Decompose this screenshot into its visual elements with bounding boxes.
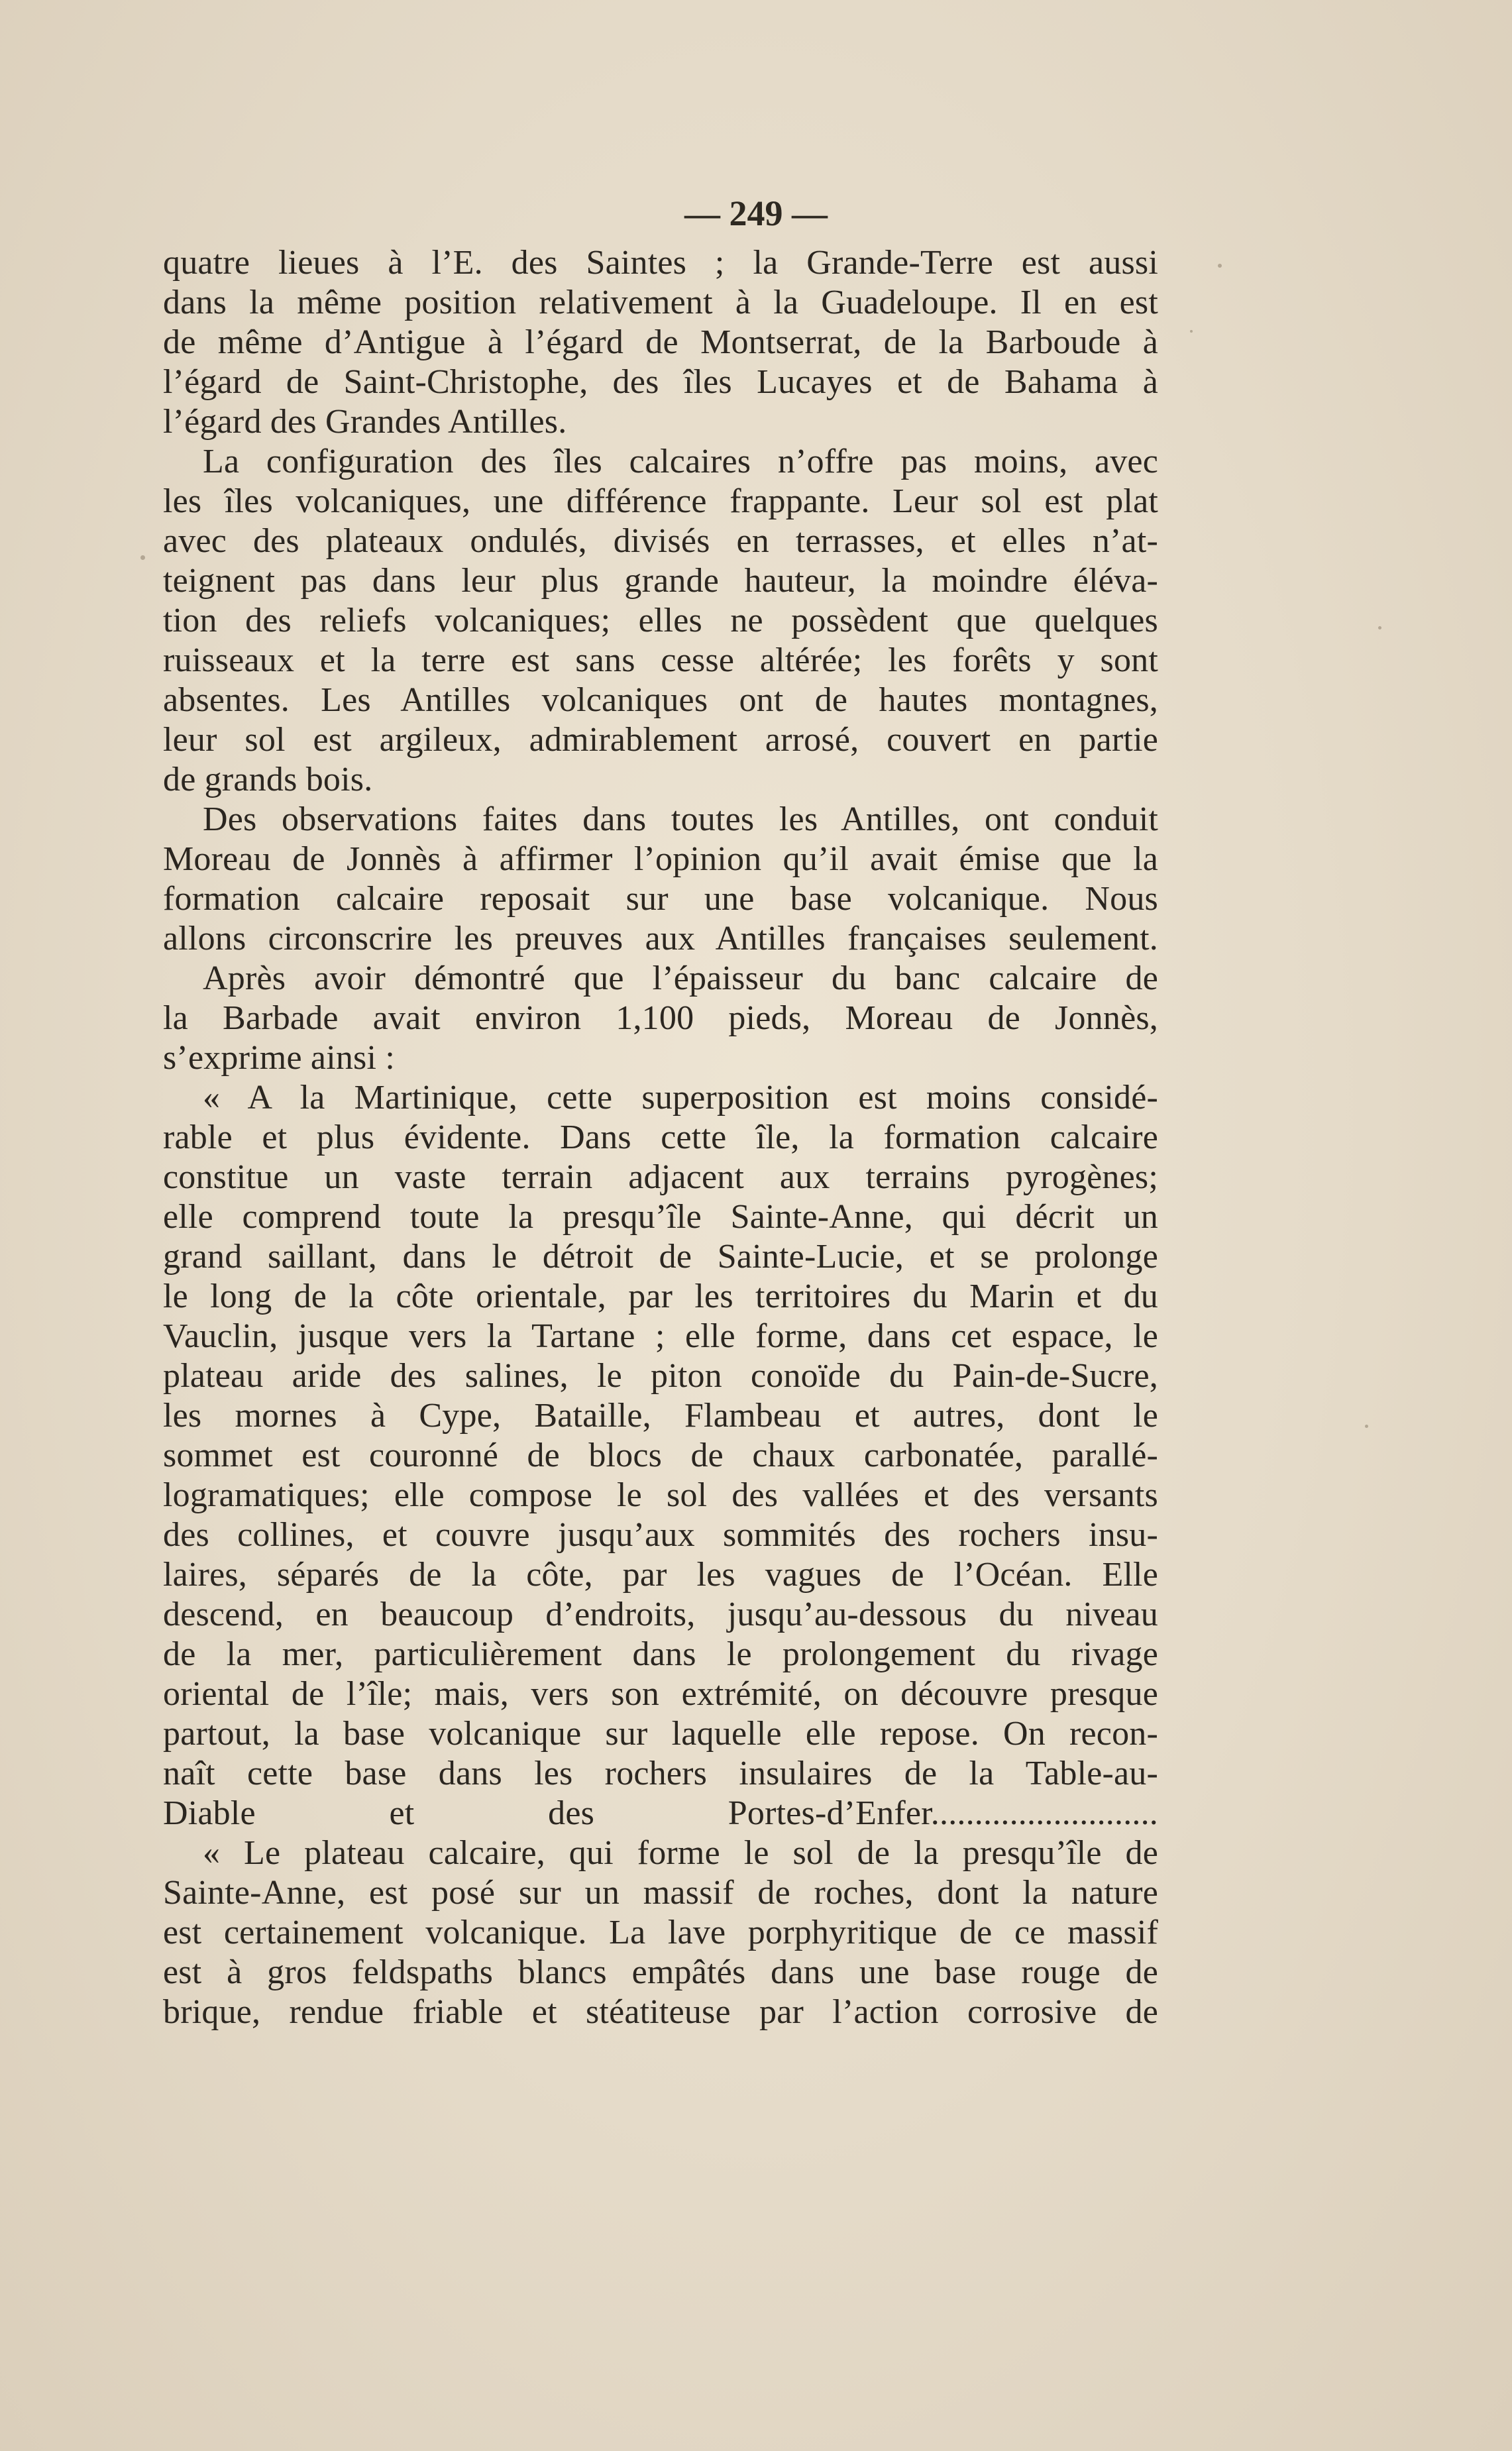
text-line: de grands bois. xyxy=(163,761,373,798)
paper-speck xyxy=(1218,264,1222,268)
text-line: Vauclin, jusque vers la Tartane ; elle forme, dans cet espace, le xyxy=(163,1317,1158,1355)
text-line: est certainement volcanique. La lave porphyritique de ce massif xyxy=(163,1914,1158,1951)
page-number: — 249 — xyxy=(684,193,828,233)
text-line: de même d’Antigue à l’égard de Montserrat, de la Barboude à xyxy=(163,323,1158,361)
text-line: plateau aride des salines, le piton conoïde du Pain-de-Sucre, xyxy=(163,1357,1158,1395)
text-line: teignent pas dans leur plus grande hauteur, la moindre éléva- xyxy=(163,562,1158,600)
text-line: grand saillant, dans le détroit de Sainte-Lucie, et se prolonge xyxy=(163,1238,1158,1276)
text-line: « Le plateau calcaire, qui forme le sol de la presqu’île de xyxy=(203,1834,1158,1872)
text-line: avec des plateaux ondulés, divisés en terrasses, et elles n’at- xyxy=(163,522,1158,560)
text-line: logramatiques; elle compose le sol des vallées et des versants xyxy=(163,1476,1158,1514)
text-line: constitue un vaste terrain adjacent aux terrains pyrogènes; xyxy=(163,1158,1158,1196)
text-line: Sainte-Anne, est posé sur un massif de roches, dont la nature xyxy=(163,1874,1158,1912)
text-line: leur sol est argileux, admirablement arrosé, couvert en partie xyxy=(163,721,1158,759)
text-line: tion des reliefs volcaniques; elles ne possèdent que quelques xyxy=(163,602,1158,639)
paper-speck xyxy=(140,555,145,560)
text-line: l’égard de Saint-Christophe, des îles Lucayes et de Bahama à xyxy=(163,363,1158,401)
text-line: le long de la côte orientale, par les territoires du Marin et du xyxy=(163,1278,1158,1315)
text-line: l’égard des Grandes Antilles. xyxy=(163,403,567,441)
text-line: les mornes à Cype, Bataille, Flambeau et autres, dont le xyxy=(163,1397,1158,1435)
body-text xyxy=(163,243,1158,2032)
text-line: rable et plus évidente. Dans cette île, la formation calcaire xyxy=(163,1118,1158,1156)
text-line: Des observations faites dans toutes les Antilles, ont conduit xyxy=(203,800,1158,838)
text-line: s’exprime ainsi : xyxy=(163,1039,395,1077)
text-line: sommet est couronné de blocs de chaux carbonatée, parallé- xyxy=(163,1437,1158,1474)
text-line: formation calcaire reposait sur une base volcanique. Nous xyxy=(163,880,1158,918)
text-line: elle comprend toute la presqu’île Sainte-Anne, qui décrit un xyxy=(163,1198,1158,1236)
text-line: partout, la base volcanique sur laquelle elle repose. On recon- xyxy=(163,1715,1158,1753)
text-line: naît cette base dans les rochers insulaires de la Table-au- xyxy=(163,1755,1158,1792)
text-line: quatre lieues à l’E. des Saintes ; la Grande-Terre est aussi xyxy=(163,244,1158,282)
paper-speck xyxy=(1190,330,1193,333)
text-line: dans la même position relativement à la Guadeloupe. Il en est xyxy=(163,284,1158,321)
text-line: Diable et des Portes-d’Enfer.......................... xyxy=(163,1794,1158,1832)
text-line: absentes. Les Antilles volcaniques ont de hautes montagnes, xyxy=(163,681,1158,719)
text-line: Moreau de Jonnès à affirmer l’opinion qu’il avait émise que la xyxy=(163,840,1158,878)
text-line: laires, séparés de la côte, par les vagues de l’Océan. Elle xyxy=(163,1556,1158,1594)
text-line: ruisseaux et la terre est sans cesse altérée; les forêts y sont xyxy=(163,641,1158,679)
text-line: brique, rendue friable et stéatiteuse par l’action corrosive de xyxy=(163,1993,1158,2031)
text-line: est à gros feldspaths blancs empâtés dans une base rouge de xyxy=(163,1953,1158,1991)
text-line: de la mer, particulièrement dans le prolongement du rivage xyxy=(163,1635,1158,1673)
paper-speck xyxy=(1378,626,1381,629)
text-line: « A la Martinique, cette superposition est moins considé- xyxy=(203,1079,1158,1117)
text-line: les îles volcaniques, une différence frappante. Leur sol est plat xyxy=(163,482,1158,520)
text-line: oriental de l’île; mais, vers son extrémité, on découvre presque xyxy=(163,1675,1158,1713)
text-line: allons circonscrire les preuves aux Antilles françaises seulement. xyxy=(163,920,1158,957)
text-line: la Barbade avait environ 1,100 pieds, Moreau de Jonnès, xyxy=(163,999,1158,1037)
text-line: La configuration des îles calcaires n’offre pas moins, avec xyxy=(203,443,1158,480)
paper-speck xyxy=(1365,1425,1368,1428)
text-line: des collines, et couvre jusqu’aux sommités des rochers insu- xyxy=(163,1516,1158,1554)
text-line: descend, en beaucoup d’endroits, jusqu’au-dessous du niveau xyxy=(163,1596,1158,1633)
text-line: Après avoir démontré que l’épaisseur du banc calcaire de xyxy=(203,959,1158,997)
